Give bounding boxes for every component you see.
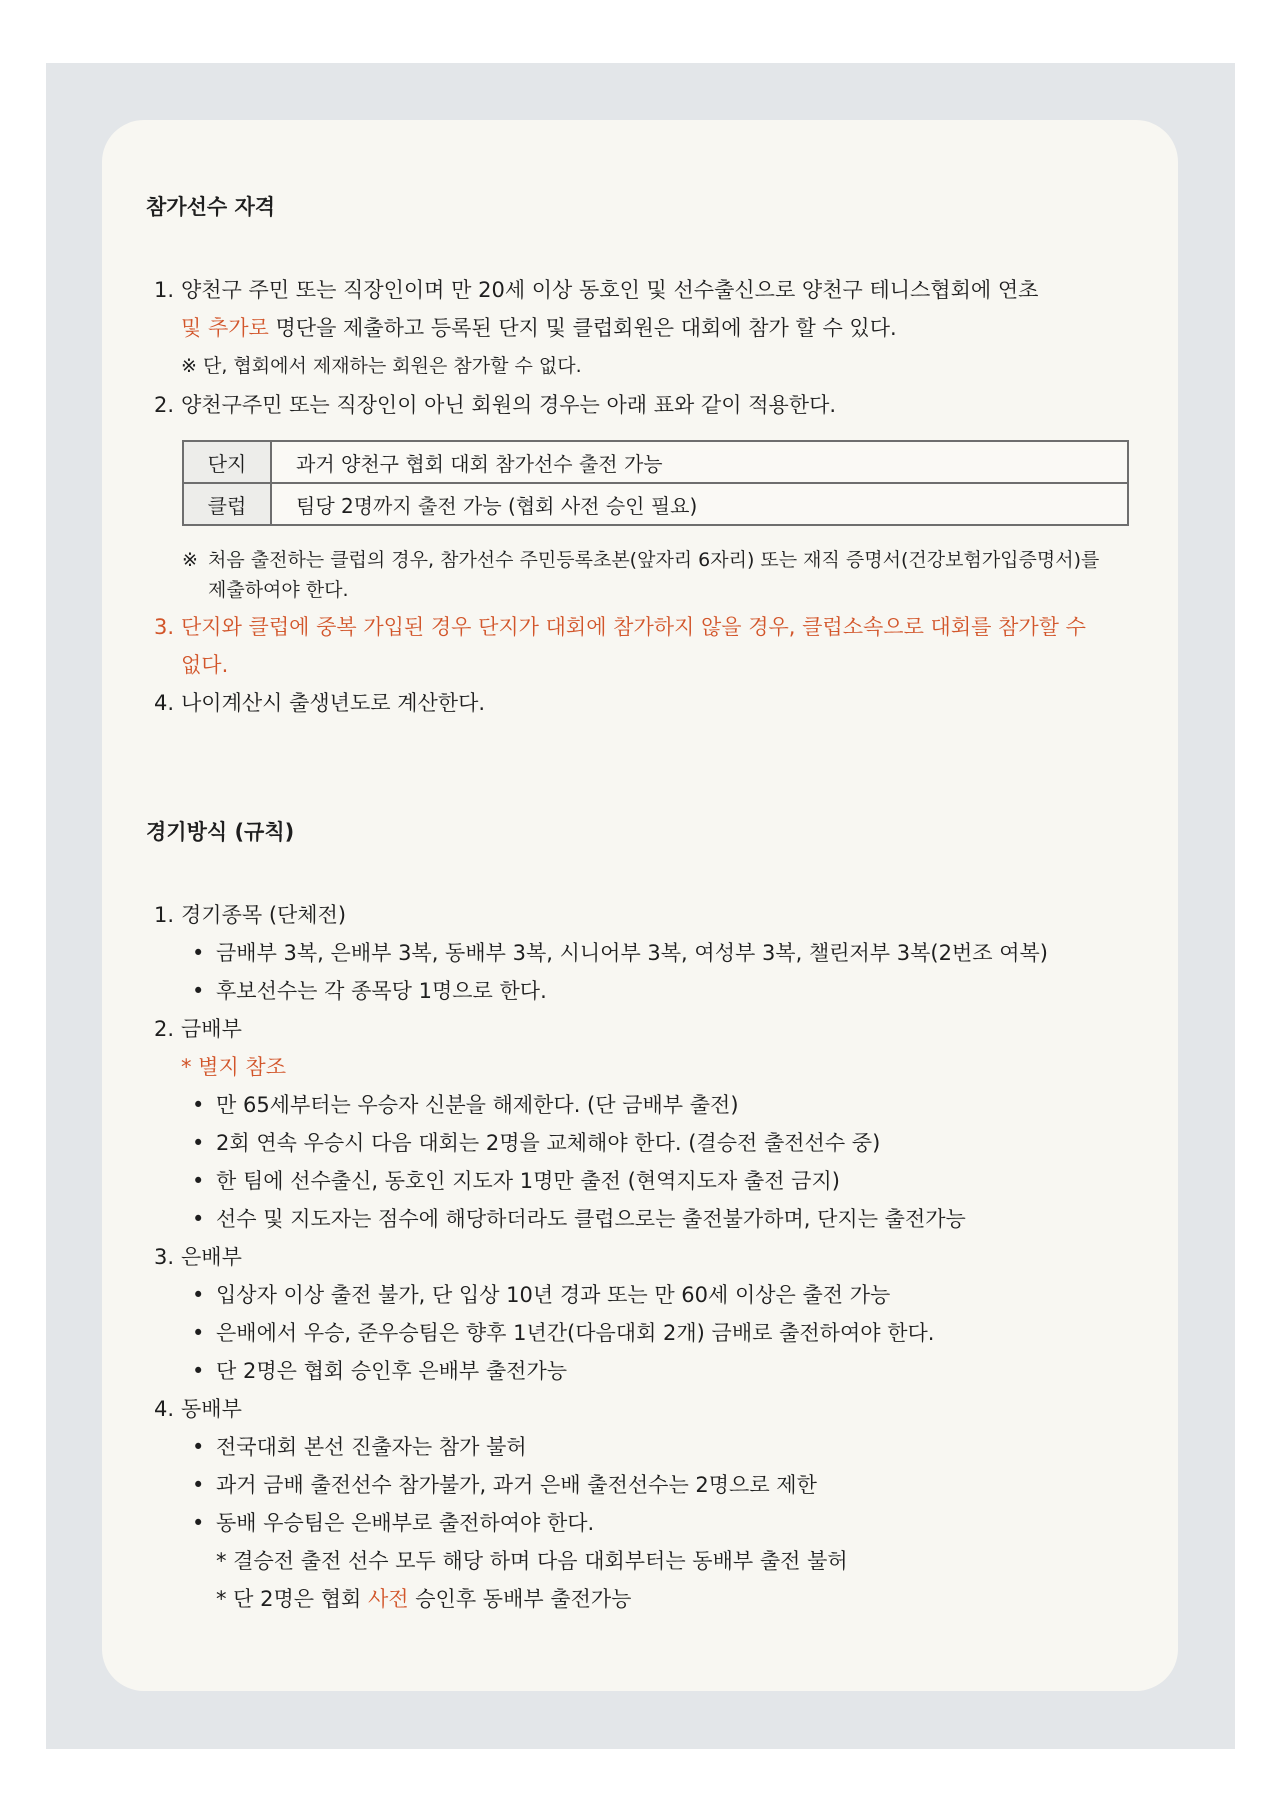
highlight-text: 및 추가로 (181, 316, 269, 340)
rules-item-2-label: 금배부 (181, 1017, 242, 1041)
bullet-icon: • (192, 1321, 205, 1345)
section-title-eligibility: 참가선수 자격 (146, 195, 276, 219)
rules-item-4-subnote-1: * 결승전 출전 선수 모두 해당 하며 다음 대회부터는 동배부 출전 불허 (216, 1549, 848, 1573)
rules-item-1-label: 경기종목 (단체전) (181, 903, 347, 927)
eligibility-item-4-line1: 나이계산시 출생년도로 계산한다. (181, 691, 486, 715)
table-key: 단지 (183, 441, 271, 483)
eligibility-table (182, 440, 1129, 526)
bullet-icon: • (192, 1359, 205, 1383)
document-card (102, 120, 1178, 1691)
rules-item-1-bullet: 금배부 3복, 은배부 3복, 동배부 3복, 시니어부 3복, 여성부 3복, 챌린저부 3복(2번조 여복) (216, 941, 1048, 965)
eligibility-item-2-line1: 양천구주민 또는 직장인이 아닌 회원의 경우는 아래 표와 같이 적용한다. (181, 393, 837, 417)
bullet-icon: • (192, 1283, 205, 1307)
item-number: 2. (154, 1017, 175, 1041)
table-value: 과거 양천구 협회 대회 참가선수 출전 가능 (271, 441, 1128, 483)
bullet-icon: • (192, 1169, 205, 1193)
eligibility-item-3-line2: 없다. (181, 653, 229, 677)
rules-item-4-bullet: 과거 금배 출전선수 참가불가, 과거 은배 출전선수는 2명으로 제한 (216, 1473, 817, 1497)
rules-item-2-bullet: 2회 연속 우승시 다음 대회는 2명을 교체해야 한다. (결승전 출전선수 중) (216, 1131, 881, 1155)
bullet-icon: • (192, 1473, 205, 1497)
rules-item-2-bullet: 선수 및 지도자는 점수에 해당하더라도 클럽으로는 출전불가하며, 단지는 출전가능 (216, 1207, 966, 1231)
bullet-icon: • (192, 979, 205, 1003)
rules-item-3-bullet: 은배에서 우승, 준우승팀은 향후 1년간(다음대회 2개) 금배로 출전하여야 한다. (216, 1321, 935, 1345)
table-value: 팀당 2명까지 출전 가능 (협회 사전 승인 필요) (271, 483, 1128, 525)
item-number: 1. (154, 278, 175, 302)
eligibility-item-1-line1: 양천구 주민 또는 직장인이며 만 20세 이상 동호인 및 선수출신으로 양천구 테니스협회에 연초 (181, 278, 1039, 302)
table-key: 클럽 (183, 483, 271, 525)
rules-item-4-bullet: 동배 우승팀은 은배부로 출전하여야 한다. (216, 1511, 595, 1535)
table-row (183, 483, 1128, 525)
rules-item-2-bullet: 만 65세부터는 우승자 신분을 해제한다. (단 금배부 출전) (216, 1093, 739, 1117)
rules-item-1-bullet: 후보선수는 각 종목당 1명으로 한다. (216, 979, 547, 1003)
item-number: 4. (154, 1397, 175, 1421)
rules-item-3-bullet: 단 2명은 협회 승인후 은배부 출전가능 (216, 1359, 568, 1383)
item-number: 2. (154, 393, 175, 417)
table-note-line2: 제출하여야 한다. (208, 579, 349, 601)
section-title-rules: 경기방식 (규칙) (146, 820, 295, 844)
rules-item-4-subnote-2: * 단 2명은 협회 사전 승인후 동배부 출전가능 (216, 1587, 632, 1611)
table-note-line1: 처음 출전하는 클럽의 경우, 참가선수 주민등록초본(앞자리 6자리) 또는 재직 증명서(건강보험가입증명서)를 (208, 549, 1100, 571)
highlight-text: 사전 (368, 1587, 409, 1611)
bullet-icon: • (192, 1435, 205, 1459)
bullet-icon: • (192, 1207, 205, 1231)
bullet-icon: • (192, 1511, 205, 1535)
rules-item-3-bullet: 입상자 이상 출전 불가, 단 입상 10년 경과 또는 만 60세 이상은 출전 가능 (216, 1283, 891, 1307)
eligibility-item-3-line1: 단지와 클럽에 중복 가입된 경우 단지가 대회에 참가하지 않을 경우, 클럽소속으로 대회를 참가할 수 (181, 615, 1086, 639)
rules-item-4-bullet: 전국대회 본선 진출자는 참가 불허 (216, 1435, 527, 1459)
bullet-icon: • (192, 1131, 205, 1155)
eligibility-item-1-line2: 및 추가로 명단을 제출하고 등록된 단지 및 클럽회원은 대회에 참가 할 수 있다. (181, 316, 897, 340)
bullet-icon: • (192, 1093, 205, 1117)
table-note-mark: ※ (182, 549, 198, 571)
item-number: 3. (154, 615, 175, 639)
bullet-icon: • (192, 941, 205, 965)
rules-item-4-label: 동배부 (181, 1397, 242, 1421)
rules-item-3-label: 은배부 (181, 1245, 242, 1269)
item-number: 1. (154, 903, 175, 927)
item-number: 4. (154, 691, 175, 715)
table-row (183, 441, 1128, 483)
item-number: 3. (154, 1245, 175, 1269)
rules-item-2-note: * 별지 참조 (181, 1055, 286, 1079)
rules-item-2-bullet: 한 팀에 선수출신, 동호인 지도자 1명만 출전 (현역지도자 출전 금지) (216, 1169, 840, 1193)
eligibility-item-1-note: ※ 단, 협회에서 제재하는 회원은 참가할 수 없다. (181, 355, 582, 377)
